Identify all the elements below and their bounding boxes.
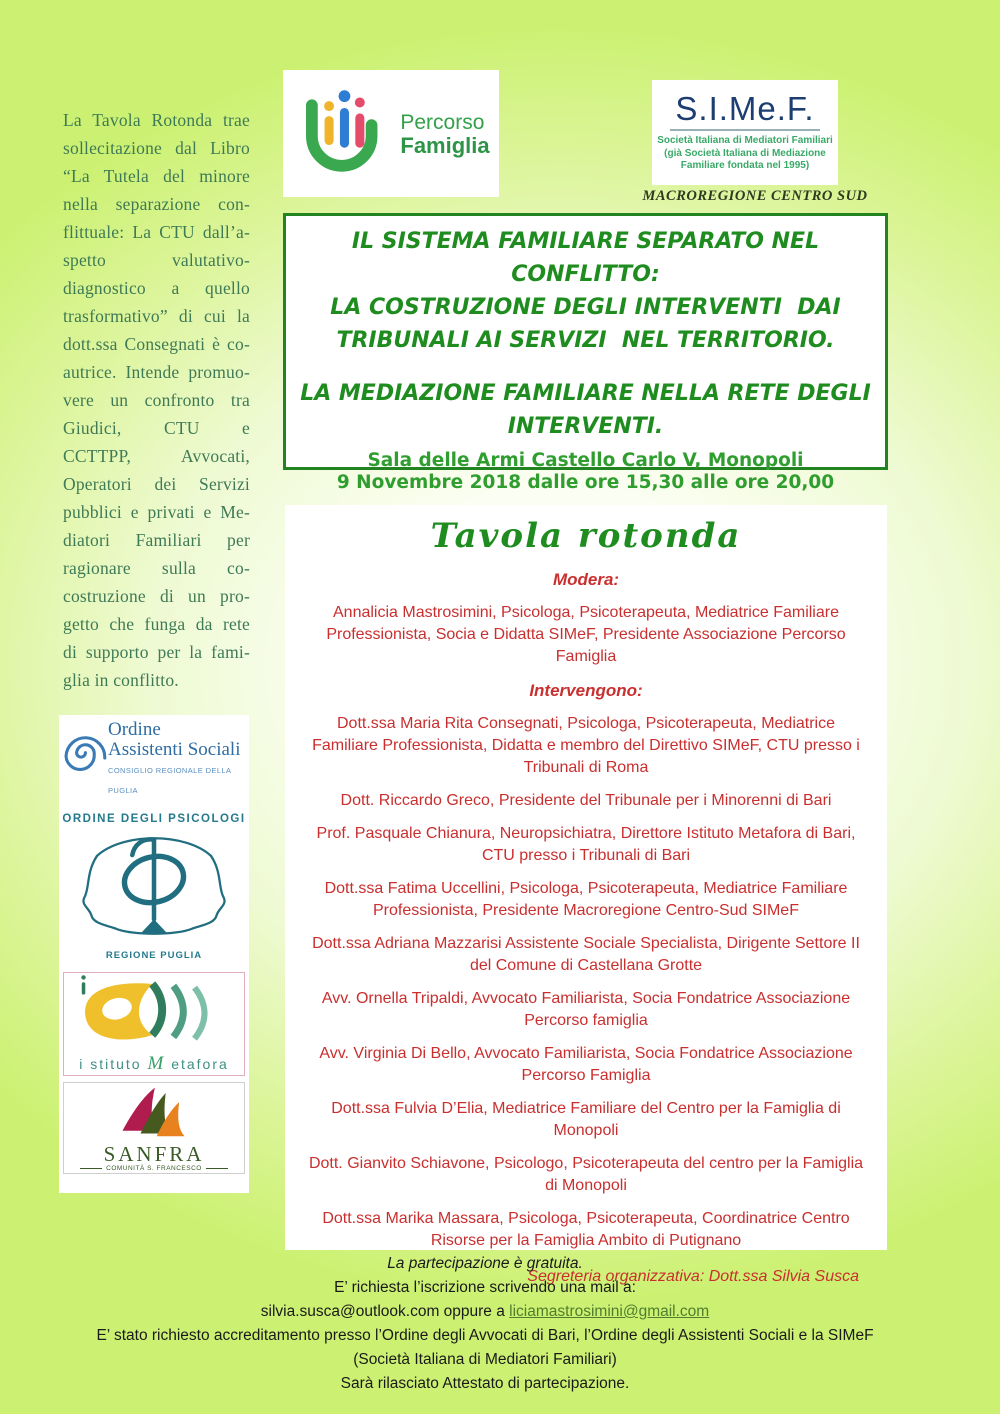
sanfra-wordmark: SANFRA [103,1142,205,1166]
istituto-metafora-logo [63,972,245,1076]
registration-instruction: E’ richiesta l’iscrizione scrivendo una mail a: [334,1279,636,1296]
sidebar-note-line: vere un confronto tra [63,390,250,410]
sidebar-note-line: di supporto per la fami- [63,642,250,662]
speaker-item: Dott.ssa Marika Massara, Psicologa, Psicoterapeuta, Coordinatrice Centro Risorse per la Famiglia Ambito di Putignano [322,1210,850,1249]
sidebar-note-line: La Tavola Rotonda trae [63,110,250,130]
moderator-label: Modera: [552,570,620,589]
regione-puglia-label: REGIONE PUGLIA [105,950,203,961]
psi-profiles-icon [68,825,240,948]
event-title [286,225,885,357]
sidebar-note [63,106,250,694]
speaker-item: Dott.ssa Fulvia D’Elia, Mediatrice Familiare del Centro per la Famiglia di Monopoli [331,1100,841,1139]
ordine-psicologi-heading: ORDINE DEGLI PSICOLOGI [62,813,246,825]
speakers-label: Intervengono: [529,681,643,700]
oas-wordmark [108,720,249,801]
sidebar-note-line: pubblici e privati e Me- [63,502,250,522]
macroregione-label: MACROREGIONE CENTRO SUD [642,188,868,204]
simef-subtitle-3: Familiare fondata nel 1995) [680,160,810,172]
venue-block [286,450,885,494]
sidebar-note-line: Giudici, CTU e [63,418,250,438]
sidebar-note-line: diatori Familiari per [63,530,250,550]
percorso-famiglia-logo [283,70,499,197]
sanfra-logo [63,1082,245,1174]
simef-logo [652,80,838,185]
registration-emails [10,1300,960,1324]
speaker-item: Dott.ssa Fatima Uccellini, Psicologa, Psicoterapeuta, Mediatrice Familiare Professionista, Presidente Macroregione Centro-Sud SIMeF [324,880,848,919]
sidebar-note-line: dott.ssa Consegnati è co- [63,334,250,354]
speaker-item: Avv. Ornella Tripaldi, Avvocato Familiarista, Socia Fondatrice Associazione Percorso famiglia [321,990,851,1029]
simef-title: S.I.Me.F. [675,90,815,128]
sidebar-note-line: CCTTPP, Avvocati, [63,446,250,466]
sidebar-note-line: glia in conflitto. [63,670,179,690]
sanfra-sails-icon [112,1084,196,1143]
sidebar-note-line: nella separazione con- [63,194,250,214]
speaker-item: Dott.ssa Adriana Mazzarisi Assistente Sociale Specialista, Dirigente Settore II del Comune di Castellana Grotte [312,935,860,974]
sanfra-dash-right [206,1168,228,1169]
event-subtitle-line: INTERVENTI. [507,414,664,439]
simef-fullname-note: (Società Italiana di Mediatori Familiari) [353,1351,617,1368]
email-primary: silvia.susca@outlook.com oppure a [260,1303,510,1320]
sidebar-note-line: getto che funga da rete [63,614,250,634]
round-table-heading: Tavola rotonda [430,516,742,556]
speakers-list [305,713,867,1252]
event-subtitle-line: LA MEDIAZIONE FAMILIARE NELLA RETE DEGLI [300,381,871,406]
email-link[interactable]: liciamastrosimini@gmail.com [509,1303,710,1320]
certificate-note: Sarà rilasciato Attestato di partecipazione. [340,1375,630,1392]
simef-subtitle-1: Società Italiana di Mediatori Familiari [657,135,833,147]
sidebar-note-line: Operatori dei Servizi [63,474,250,494]
ordine-assistenti-sociali-logo [59,718,249,799]
venue: Sala delle Armi Castello Carlo V, Monopoli [367,450,804,471]
sidebar-note-line: ragionare sulla co- [63,558,250,578]
speaker-item: Avv. Virginia Di Bello, Avvocato Familiarista, Socia Fondatrice Associazione Percorso Famiglia [319,1045,853,1084]
speaker-item: Prof. Pasquale Chianura, Neuropsichiatra, Direttore Istituto Metafora di Bari, CTU presso i Tribunali di Bari [316,825,856,864]
free-participation-note: La partecipazione è gratuita. [387,1255,583,1272]
sidebar-note-line: autrice. Intende promuo- [63,362,250,382]
metafora-word-post: etafora [171,1055,229,1072]
sidebar-note-line: flittuale: La CTU dall’a- [63,222,250,242]
metafora-m-glyph: M [147,1052,166,1074]
date-time: 9 Novembre 2018 dalle ore 15,30 alle ore 20,00 [336,472,835,493]
oas-line1: Ordine [108,718,161,740]
simef-subtitle-2: (già Società Italiana di Mediazione [664,147,826,159]
sidebar-note-line: costruzione di un pro- [63,586,250,606]
event-subtitle [286,377,885,443]
famiglia-word: Famiglia [400,132,490,158]
sanfra-subline [80,1165,228,1172]
event-title-line: LA COSTRUZIONE DEGLI INTERVENTI DAI [330,295,841,320]
sidebar-note-line: spetto valutativo- [63,250,250,270]
sidebar-note-line: trasformativo” di cui la [63,306,250,326]
partner-logos-panel [59,715,249,1193]
speaker-item: Dott.ssa Maria Rita Consegnati, Psicologa, Psicoterapeuta, Mediatrice Familiare Professionista, Didatta e membro del Direttivo SIMeF, CTU presso i Tribunali di Roma [312,715,860,776]
percorso-famiglia-icon [292,83,396,184]
event-title-line: IL SISTEMA FAMILIARE SEPARATO NEL CONFLITTO: [351,229,827,287]
secretary-note: Segreteria organizzativa: Dott.ssa Silvia Susca [527,1268,859,1285]
metafora-leaf-icon [74,977,234,1056]
sanfra-dash-left [80,1168,102,1169]
oas-line2: Assistenti Sociali [108,738,241,760]
oas-subline: CONSIGLIO REGIONALE DELLA PUGLIA [108,765,231,795]
simef-divider [670,129,820,131]
sidebar-note-line: sollecitazione dal Libro [63,138,250,158]
speaker-item: Dott. Gianvito Schiavone, Psicologo, Psicoterapeuta del centro per la Famiglia di Monopoli [308,1155,864,1194]
event-title-line: TRIBUNALI AI SERVIZI NEL TERRITORIO. [336,328,835,353]
accreditation-note: E’ stato richiesto accreditamento presso l’Ordine degli Avvocati di Bari, l’Ordine degli Assistenti Sociali e la SIMeF [96,1327,874,1344]
speaker-item: Dott. Riccardo Greco, Presidente del Tribunale per i Minorenni di Bari [340,792,832,809]
metafora-wordmark [79,1052,229,1074]
sanfra-community-label: COMUNITÀ S. FRANCESCO [106,1165,202,1172]
registration-info [10,1252,960,1396]
metafora-word-pre: i stituto [79,1055,142,1072]
sidebar-note-line: “La Tutela del minore [63,166,250,186]
percorso-word: Percorso [400,110,485,134]
nautilus-shell-icon [59,730,103,791]
moderator-name: Annalicia Mastrosimini, Psicologa, Psicoterapeuta, Mediatrice Familiare Professionista, Socia e Didatta SIMeF, Presidente Associazione Percorso Famiglia [326,604,846,665]
sidebar-note-line: diagnostico a quello [63,278,250,298]
event-title-box [283,213,888,493]
percorso-famiglia-wordmark [400,111,489,157]
